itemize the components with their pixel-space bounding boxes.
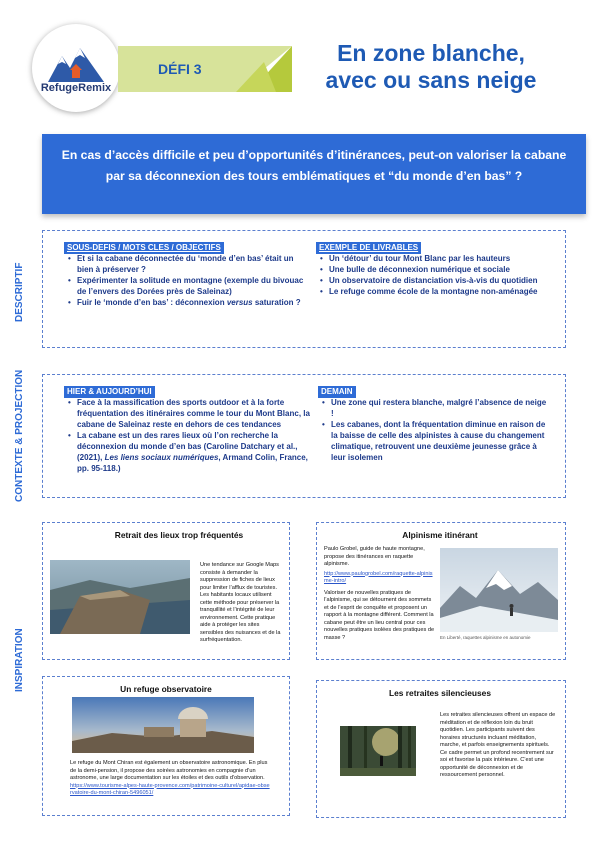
card-4-title: Les retraites silencieuses [389, 688, 491, 698]
descriptif-right-header: EXEMPLE DE LIVRABLES [316, 242, 421, 254]
mountain-logo-icon [48, 42, 104, 82]
logo-name: RefugeRemix [40, 82, 112, 94]
descriptif-right-list [320, 253, 542, 297]
logo [32, 24, 120, 112]
list-item: • Expérimenter la solitude en montagne (exemple du bivouac de l’envers des Dorées près de Saleinaz) [68, 275, 310, 297]
card-1-title: Retrait des lieux trop fréquentés [114, 530, 244, 540]
card-2-title: Alpinisme itinérant [402, 530, 478, 540]
defi-label: DÉFI 3 [158, 61, 202, 77]
side-label-descriptif: DESCRIPTIF [14, 262, 25, 322]
contexte-right-header: DEMAIN [318, 386, 356, 398]
list-item: • Une zone qui restera blanche, malgré l’absence de neige ! [322, 397, 548, 419]
contexte-left-list [68, 397, 310, 474]
list-item: • Et si la cabane déconnectée du ‘monde d’en bas’ était un bien à préserver ? [68, 253, 310, 275]
card-3-text: Le refuge du Mont Chiran est également un observatoire astronomique. En plus de la demi-pension, il propose des soirées astronomies en compagnie d’un astronome, une large documentation sur les étoiles et des outils d’observation. https://www.tourisme-alpes-haute-provence.com/patrimoine-culturel/apidae-observatoire-du-mont-chiran-5496051/ [70, 760, 270, 796]
list-item: • Un observatoire de distanciation vis-à-vis du quotidien [320, 275, 542, 286]
card-1-text: Une tendance sur Google Maps consiste à demander la suppression de fiches de lieux pour limiter l’afflux de touristes. Les habitants locaux utilisent cette méthode pour préserver la tranquillité et l’intégrité de leur environnement. Cette pratique aide à protéger les sites sensibles des nuisances et de la surfréquentation. [200, 562, 281, 643]
descriptif-left-header: SOUS-DEFIS / MOTS CLES / OBJECTIFS [64, 242, 224, 254]
question-banner [42, 134, 586, 214]
observatory-photo [72, 697, 254, 753]
title-line-1: En zone blanche, [337, 40, 525, 66]
cliff-photo [50, 560, 190, 634]
list-item: • Fuir le ‘monde d’en bas’ : déconnexion versus saturation ? [68, 297, 310, 308]
page-title [296, 40, 566, 94]
defi-arrow-icon [236, 46, 292, 92]
descriptif-left-list [68, 253, 310, 308]
list-item: • Le refuge comme école de la montagne non-aménagée [320, 286, 542, 297]
card-2-text: Paulo Grobel, guide de haute montagne, propose des itinérances en raquette alpinisme. http://www.paulogrobel.com/raquette-alpinisme-intro/ Valoriser de nouvelles pratiques de l’alpinisme, qui se détournent des sommets et de l’esprit de conquête et proposent un rapport à la montagne différent. Comment la cabane peut être un lieu central pour ces nouvelles pratiques isolées des pratiques de masse ? [324, 546, 435, 641]
side-label-contexte: CONTEXTE & PROJECTION [14, 369, 25, 502]
card-4-text: Les retraites silencieuses offrent un espace de méditation et de réflexion loin du bruit quotidien. Les participants suivent des horaires structurés incluant méditation, marche, et parfois enseignements spirituels. Ce cadre permet un profond recentrement sur soi et favorise la paix intérieure. C’est une opportunité de déconnexion et de ressourcement personnel. [440, 712, 556, 778]
list-item: • Une bulle de déconnexion numérique et sociale [320, 264, 542, 275]
card-2-link[interactable]: http://www.paulogrobel.com/raquette-alpinisme-intro/ [324, 570, 433, 584]
contexte-left-header: HIER & AUJOURD’HUI [64, 386, 155, 398]
card-3-title: Un refuge observatoire [120, 684, 212, 694]
title-line-2: avec ou sans neige [325, 67, 537, 93]
list-item: • Un ‘détour’ du tour Mont Blanc par les hauteurs [320, 253, 542, 264]
card-2-caption: En Liberté, raquettes alpinisme en autonomie [440, 635, 531, 640]
mountaineer-photo [440, 548, 558, 632]
forest-photo [340, 726, 416, 776]
side-label-inspiration: INSPIRATION [14, 628, 25, 692]
list-item: • Face à la massification des sports outdoor et à la forte fréquentation des itinéraires comme le tour du Mont Blanc, la cabane de Saleinaz reste en dehors de ces tendances [68, 397, 310, 430]
list-item: • Les cabanes, dont la fréquentation diminue en raison de la baisse de celle des alpinistes à cause du changement climatique, retrouvent une deuxième jeunesse grâce à leur isolemen [322, 419, 548, 463]
list-item: • La cabane est un des rares lieux où l’on recherche la déconnexion du monde d’en bas (Caroline Datchary et al., (2021), Les liens sociaux numériques, Armand Colin, France, pp. 95-118.) [68, 430, 310, 474]
contexte-right-list [322, 397, 548, 463]
banner-question: En cas d’accès difficile et peu d’opportunités d’itinérances, peut-on valoriser la cabane par sa déconnexion des tours emblématiques et “du monde d’en bas” ? [61, 148, 567, 183]
card-3-link[interactable]: https://www.tourisme-alpes-haute-provence.com/patrimoine-culturel/apidae-observatoire-du-mont-chiran-5496051/ [70, 782, 270, 796]
